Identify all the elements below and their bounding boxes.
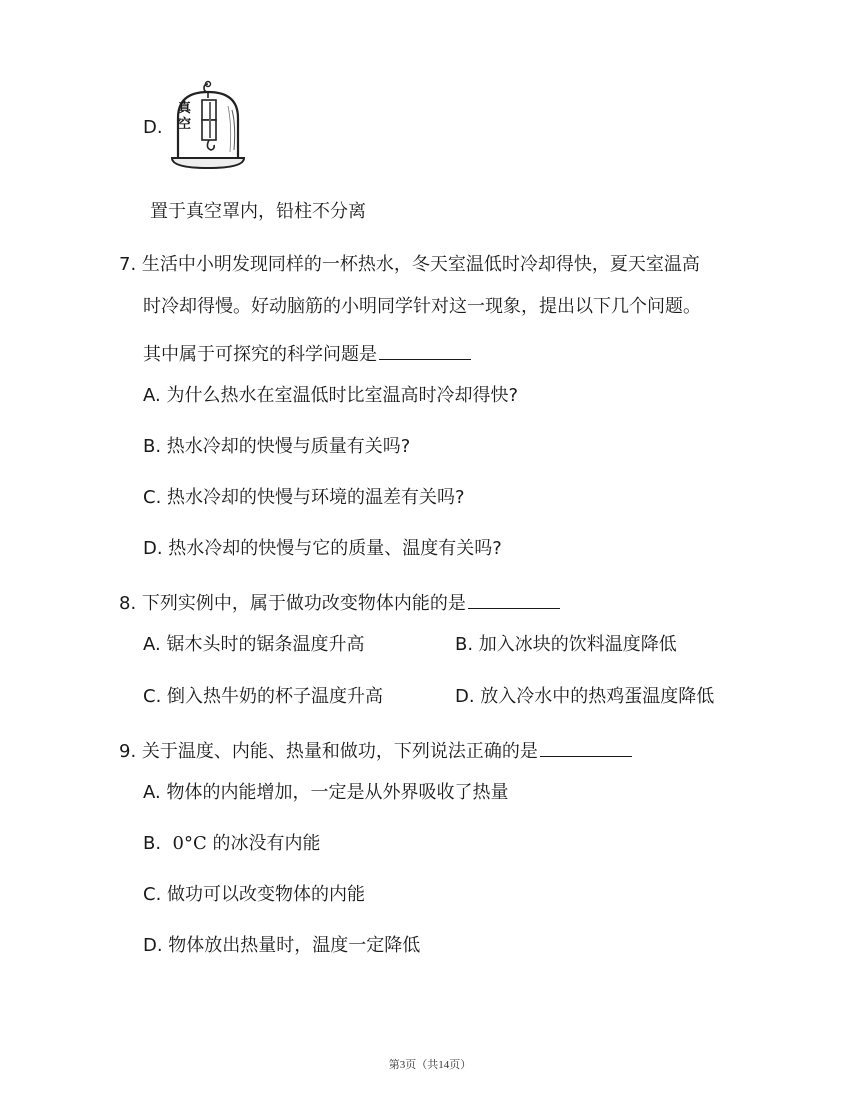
q8-option-d: D. 放入冷水中的热鸡蛋温度降低 bbox=[455, 686, 715, 707]
q9-option-d: D. 物体放出热量时，温度一定降低 bbox=[143, 935, 421, 956]
q7-stem-text: 其中属于可探究的科学问题是 bbox=[143, 344, 377, 365]
q8-option-a: A. 锯木头时的锯条温度升高 bbox=[143, 634, 365, 655]
q9-option-b-math: 0°C bbox=[172, 833, 207, 854]
answer-blank bbox=[468, 590, 560, 609]
q9-option-b-prefix: B. bbox=[143, 833, 162, 854]
q8-stem-text: 8. 下列实例中，属于做功改变物体内能的是 bbox=[119, 593, 466, 614]
q7-stem-line2: 时冷却得慢。好动脑筋的小明同学针对这一现象，提出以下几个问题。 bbox=[143, 296, 701, 317]
q9-stem bbox=[119, 738, 632, 764]
q8-option-b: B. 加入冰块的饮料温度降低 bbox=[455, 634, 677, 655]
q6-option-d-caption: 置于真空罩内，铅柱不分离 bbox=[150, 201, 366, 222]
q8-stem bbox=[119, 590, 560, 616]
answer-blank bbox=[540, 738, 632, 757]
q6-option-d-label: D. bbox=[143, 117, 163, 138]
bell-jar-label: 真空 bbox=[178, 101, 192, 132]
q7-stem-line1: 7. 生活中小明发现同样的一杯热水，冬天室温低时冷却得快，夏天室温高 bbox=[119, 254, 700, 275]
q7-option-c: C. 热水冷却的快慢与环境的温差有关吗? bbox=[143, 487, 465, 508]
q8-option-c: C. 倒入热牛奶的杯子温度升高 bbox=[143, 686, 384, 707]
q7-option-b: B. 热水冷却的快慢与质量有关吗? bbox=[143, 436, 411, 457]
q9-option-b bbox=[143, 832, 321, 856]
q9-option-b-text: 的冰没有内能 bbox=[212, 833, 321, 854]
q9-option-a: A. 物体的内能增加，一定是从外界吸收了热量 bbox=[143, 782, 509, 803]
q7-stem-line3 bbox=[143, 341, 471, 367]
q9-option-c: C. 做功可以改变物体的内能 bbox=[143, 884, 366, 905]
q9-stem-text: 9. 关于温度、内能、热量和做功，下列说法正确的是 bbox=[119, 741, 538, 762]
q7-option-d: D. 热水冷却的快慢与它的质量、温度有关吗? bbox=[143, 538, 502, 559]
page-footer: 第3页（共14页） bbox=[388, 1059, 472, 1071]
answer-blank bbox=[379, 341, 471, 360]
q7-option-a: A. 为什么热水在室温低时比室温高时冷却得快? bbox=[143, 385, 518, 406]
